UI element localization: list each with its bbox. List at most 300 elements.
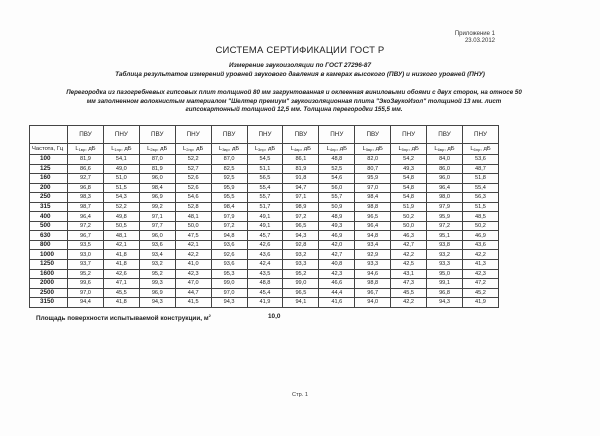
value-cell: 94,8 — [211, 231, 247, 241]
header-blank — [30, 126, 68, 144]
value-cell: 49,0 — [103, 164, 139, 174]
table-row — [30, 231, 499, 241]
value-cell: 95,1 — [427, 231, 463, 241]
value-cell: 50,2 — [391, 212, 427, 222]
value-cell: 46,9 — [319, 231, 355, 241]
value-cell: 96,4 — [355, 221, 391, 231]
specimen-description: Перегородка из пазогребневых гипсовых плит толщиной 80 мм загрунтованная и оклеенная виниловыми обоями с двух сторон, на относе 50 мм заполненном волокнистым материалом "Шелтер премиум" звукоизоляционная плита "ЭкоЗвукоИзол" толщиной 13 мм. лист гипсокартонный толщиной 12,5 мм. Толщина перегородки 155,5 мм. — [66, 89, 522, 113]
value-cell: 51,5 — [462, 202, 498, 212]
frequency-cell: 100 — [30, 155, 68, 165]
value-cell: 97,7 — [139, 221, 175, 231]
value-cell: 87,0 — [139, 155, 175, 165]
value-cell: 96,7 — [355, 288, 391, 298]
unit-suffix: , дБ — [372, 146, 383, 152]
frequency-cell: 2000 — [30, 279, 68, 289]
table-row — [30, 202, 499, 212]
value-cell: 49,1 — [247, 212, 283, 222]
value-cell: 95,9 — [355, 174, 391, 184]
value-cell: 95,0 — [427, 269, 463, 279]
value-cell: 48,1 — [175, 212, 211, 222]
value-cell: 81,9 — [68, 155, 104, 165]
page-number: Стр. 1 — [292, 392, 308, 398]
unit-symbol: L — [218, 146, 223, 152]
unit-header — [247, 144, 283, 155]
value-cell: 51,5 — [103, 183, 139, 193]
value-cell: 54,8 — [391, 174, 427, 184]
unit-symbol: L — [183, 146, 187, 152]
value-cell: 51,0 — [103, 174, 139, 184]
unit-header — [211, 144, 247, 155]
value-cell: 92,7 — [68, 174, 104, 184]
value-cell: 52,6 — [175, 183, 211, 193]
unit-subscript: 3вр — [222, 147, 229, 152]
value-cell: 93,0 — [68, 250, 104, 260]
value-cell: 43,6 — [247, 250, 283, 260]
value-cell: 42,6 — [103, 269, 139, 279]
value-cell: 48,8 — [247, 279, 283, 289]
value-cell: 98,4 — [139, 183, 175, 193]
unit-suffix: , дБ — [121, 146, 132, 152]
frequency-cell: 500 — [30, 221, 68, 231]
value-cell: 92,5 — [211, 174, 247, 184]
value-cell: 42,2 — [462, 250, 498, 260]
value-cell: 42,3 — [462, 269, 498, 279]
value-cell: 51,8 — [462, 174, 498, 184]
value-cell: 42,7 — [391, 240, 427, 250]
value-cell: 86,0 — [427, 164, 463, 174]
value-cell: 93,7 — [68, 260, 104, 270]
value-cell: 97,1 — [139, 212, 175, 222]
value-cell: 96,4 — [68, 212, 104, 222]
value-cell: 93,4 — [355, 240, 391, 250]
value-cell: 56,0 — [319, 183, 355, 193]
column-header: ПВУ — [283, 126, 319, 144]
value-cell: 42,3 — [319, 269, 355, 279]
value-cell: 93,2 — [427, 250, 463, 260]
unit-suffix: , дБ — [192, 146, 204, 152]
value-cell: 81,9 — [139, 164, 175, 174]
value-cell: 96,4 — [427, 183, 463, 193]
unit-suffix: , дБ — [264, 146, 276, 152]
value-cell: 41,9 — [462, 298, 498, 308]
unit-subscript: 2вр — [150, 147, 157, 152]
column-header: ПВУ — [68, 126, 104, 144]
value-cell: 46,3 — [391, 231, 427, 241]
value-cell: 96,0 — [139, 174, 175, 184]
value-cell: 45,4 — [247, 288, 283, 298]
frequency-cell: 400 — [30, 212, 68, 222]
frequency-cell: 250 — [30, 193, 68, 203]
value-cell: 96,5 — [283, 221, 319, 231]
value-cell: 93,2 — [283, 250, 319, 260]
value-cell: 54,8 — [391, 183, 427, 193]
value-cell: 47,0 — [175, 279, 211, 289]
table-row — [30, 298, 499, 308]
value-cell: 42,0 — [319, 240, 355, 250]
value-cell: 98,7 — [68, 202, 104, 212]
value-cell: 45,2 — [462, 288, 498, 298]
value-cell: 99,2 — [139, 202, 175, 212]
value-cell: 42,3 — [175, 269, 211, 279]
value-cell: 97,9 — [427, 202, 463, 212]
unit-suffix: , дБ — [444, 146, 455, 152]
table-row — [30, 288, 499, 298]
value-cell: 86,1 — [283, 155, 319, 165]
column-header: ПВУ — [211, 126, 247, 144]
frequency-cell: 630 — [30, 231, 68, 241]
value-cell: 98,0 — [427, 193, 463, 203]
value-cell: 96,8 — [427, 288, 463, 298]
value-cell: 52,7 — [175, 164, 211, 174]
value-cell: 48,8 — [319, 155, 355, 165]
value-cell: 41,5 — [175, 298, 211, 308]
unit-symbol: L — [290, 146, 294, 152]
value-cell: 42,2 — [391, 298, 427, 308]
value-cell: 99,0 — [283, 279, 319, 289]
value-cell: 95,2 — [68, 269, 104, 279]
unit-suffix: , дБ — [408, 146, 419, 152]
frequency-cell: 2500 — [30, 288, 68, 298]
unit-header — [391, 144, 427, 155]
value-cell: 91,8 — [283, 174, 319, 184]
value-cell: 47,2 — [462, 279, 498, 289]
unit-subscript: 4вр — [294, 147, 301, 152]
frequency-cell: 1250 — [30, 260, 68, 270]
value-cell: 43,1 — [391, 269, 427, 279]
unit-symbol: L — [398, 146, 402, 152]
unit-symbol: L — [254, 146, 259, 152]
value-cell: 86,6 — [68, 164, 104, 174]
unit-header — [139, 144, 175, 155]
table-row — [30, 221, 499, 231]
value-cell: 40,8 — [319, 260, 355, 270]
value-cell: 51,1 — [247, 164, 283, 174]
unit-suffix: , дБ — [85, 146, 96, 152]
value-cell: 54,8 — [391, 193, 427, 203]
value-cell: 94,3 — [283, 231, 319, 241]
table-caption: Таблица результатов измерений уровней звукового давления в камерах высокого (ПВУ) и низкого уровней (ПНУ) — [115, 71, 485, 78]
value-cell: 99,0 — [211, 279, 247, 289]
unit-header — [175, 144, 211, 155]
unit-subscript: 5вр — [365, 147, 373, 152]
value-cell: 50,5 — [103, 221, 139, 231]
value-cell: 97,0 — [355, 183, 391, 193]
area-unit-superscript: 2 — [208, 313, 211, 318]
unit-subscript: 5нр — [401, 147, 409, 152]
column-header: ПВУ — [355, 126, 391, 144]
value-cell: 45,5 — [391, 288, 427, 298]
unit-header — [427, 144, 463, 155]
table-row — [30, 260, 499, 270]
value-cell: 41,0 — [175, 260, 211, 270]
frequency-cell: 3150 — [30, 298, 68, 308]
value-cell: 45,5 — [103, 288, 139, 298]
value-cell: 92,6 — [211, 250, 247, 260]
value-cell: 47,5 — [175, 231, 211, 241]
value-cell: 42,2 — [175, 250, 211, 260]
value-cell: 97,1 — [283, 193, 319, 203]
value-cell: 96,9 — [139, 193, 175, 203]
value-cell: 41,3 — [462, 260, 498, 270]
value-cell: 97,2 — [211, 221, 247, 231]
column-header: ПНУ — [462, 126, 498, 144]
area-label-text: Площадь поверхности испытываемой конструкции, м — [36, 315, 209, 323]
value-cell: 48,7 — [462, 164, 498, 174]
unit-suffix: , дБ — [336, 146, 347, 152]
value-cell: 54,1 — [103, 155, 139, 165]
value-cell: 55,7 — [247, 193, 283, 203]
value-cell: 81,9 — [283, 164, 319, 174]
value-cell: 93,6 — [211, 240, 247, 250]
value-cell: 99,1 — [427, 279, 463, 289]
unit-symbol: L — [147, 146, 151, 152]
measurement-standard: Измерение звукоизоляции по ГОСТ 27296-87 — [228, 62, 372, 69]
table-row — [30, 250, 499, 260]
value-cell: 49,3 — [391, 164, 427, 174]
value-cell: 94,3 — [211, 298, 247, 308]
unit-header — [355, 144, 391, 155]
value-cell: 95,2 — [283, 269, 319, 279]
value-cell: 96,7 — [68, 231, 104, 241]
value-cell: 44,7 — [175, 288, 211, 298]
value-cell: 98,8 — [355, 202, 391, 212]
value-cell: 94,1 — [283, 298, 319, 308]
value-cell: 97,9 — [211, 212, 247, 222]
value-cell: 95,9 — [211, 183, 247, 193]
value-cell: 41,9 — [247, 298, 283, 308]
table-row — [30, 240, 499, 250]
value-cell: 50,0 — [175, 221, 211, 231]
value-cell: 44,4 — [319, 288, 355, 298]
unit-subscript: 2нр — [186, 147, 193, 152]
value-cell: 94,8 — [355, 231, 391, 241]
frequency-cell: 1600 — [30, 269, 68, 279]
value-cell: 48,5 — [462, 212, 498, 222]
unit-subscript: 3нр — [258, 147, 265, 152]
value-cell: 82,5 — [211, 164, 247, 174]
value-cell: 47,1 — [103, 279, 139, 289]
value-cell: 94,7 — [283, 183, 319, 193]
value-cell: 54,6 — [175, 193, 211, 203]
value-cell: 94,6 — [355, 269, 391, 279]
value-cell: 54,2 — [391, 155, 427, 165]
value-cell: 97,2 — [283, 212, 319, 222]
value-cell: 42,1 — [175, 240, 211, 250]
table-body — [30, 155, 499, 308]
value-cell: 94,3 — [139, 298, 175, 308]
value-cell: 56,3 — [462, 193, 498, 203]
value-cell: 96,9 — [139, 288, 175, 298]
value-cell: 95,9 — [427, 212, 463, 222]
value-cell: 93,3 — [355, 260, 391, 270]
unit-symbol: L — [75, 146, 79, 152]
table-row — [30, 183, 499, 193]
value-cell: 92,8 — [283, 240, 319, 250]
unit-subscript: 1нр — [114, 147, 122, 152]
value-cell: 84,0 — [427, 155, 463, 165]
column-header: ПНУ — [103, 126, 139, 144]
unit-suffix: , дБ — [156, 146, 168, 152]
unit-subscript: 4нр — [329, 147, 337, 152]
value-cell: 46,9 — [462, 231, 498, 241]
value-cell: 49,8 — [103, 212, 139, 222]
value-cell: 93,3 — [283, 260, 319, 270]
unit-suffix: , дБ — [228, 146, 240, 152]
value-cell: 50,0 — [391, 221, 427, 231]
frequency-cell: 800 — [30, 240, 68, 250]
unit-subscript: 1вр — [78, 147, 86, 152]
value-cell: 42,1 — [103, 240, 139, 250]
value-cell: 42,5 — [391, 260, 427, 270]
table-row — [30, 174, 499, 184]
unit-symbol: L — [111, 146, 115, 152]
value-cell: 50,9 — [319, 202, 355, 212]
value-cell: 55,4 — [247, 183, 283, 193]
value-cell: 97,2 — [427, 221, 463, 231]
table-row — [30, 193, 499, 203]
appendix-note — [455, 31, 495, 45]
value-cell: 95,3 — [211, 269, 247, 279]
value-cell: 51,7 — [247, 202, 283, 212]
value-cell: 54,6 — [319, 174, 355, 184]
value-cell: 41,8 — [103, 250, 139, 260]
value-cell: 48,9 — [319, 212, 355, 222]
value-cell: 43,6 — [462, 240, 498, 250]
table-row — [30, 279, 499, 289]
unit-symbol: L — [434, 146, 438, 152]
unit-header — [103, 144, 139, 155]
value-cell: 42,2 — [391, 250, 427, 260]
value-cell: 87,0 — [211, 155, 247, 165]
value-cell: 93,6 — [211, 260, 247, 270]
column-header: ПНУ — [175, 126, 211, 144]
value-cell: 94,4 — [68, 298, 104, 308]
value-cell: 41,8 — [103, 260, 139, 270]
appendix-date: 23.03.2012 — [464, 38, 495, 44]
unit-header — [283, 144, 319, 155]
value-cell: 54,5 — [247, 155, 283, 165]
value-cell: 48,1 — [103, 231, 139, 241]
value-cell: 41,8 — [103, 298, 139, 308]
value-cell: 97,0 — [68, 288, 104, 298]
value-cell: 56,5 — [247, 174, 283, 184]
frequency-cell: 1000 — [30, 250, 68, 260]
value-cell: 98,4 — [211, 202, 247, 212]
value-cell: 99,3 — [139, 279, 175, 289]
value-cell: 93,6 — [139, 240, 175, 250]
unit-symbol: L — [470, 146, 474, 152]
value-cell: 93,2 — [139, 260, 175, 270]
unit-symbol: L — [362, 146, 366, 152]
value-cell: 46,6 — [319, 279, 355, 289]
unit-subscript: 6нр — [473, 147, 481, 152]
value-cell: 49,3 — [319, 221, 355, 231]
value-cell: 98,9 — [283, 202, 319, 212]
value-cell: 43,5 — [247, 269, 283, 279]
value-cell: 55,4 — [462, 183, 498, 193]
value-cell: 42,6 — [247, 240, 283, 250]
unit-subscript: 6вр — [437, 147, 445, 152]
table-row — [30, 212, 499, 222]
value-cell: 96,5 — [355, 212, 391, 222]
column-header: ПВУ — [139, 126, 175, 144]
value-cell: 47,3 — [391, 279, 427, 289]
value-cell: 42,4 — [247, 260, 283, 270]
value-cell: 52,2 — [175, 155, 211, 165]
frequency-header: Частота, Гц — [30, 144, 68, 155]
value-cell: 52,6 — [175, 174, 211, 184]
value-cell: 52,8 — [175, 202, 211, 212]
value-cell: 96,0 — [427, 174, 463, 184]
value-cell: 96,0 — [139, 231, 175, 241]
value-cell: 93,8 — [427, 240, 463, 250]
value-cell: 52,2 — [103, 202, 139, 212]
value-cell: 53,6 — [462, 155, 498, 165]
value-cell: 96,8 — [68, 183, 104, 193]
value-cell: 80,7 — [355, 164, 391, 174]
value-cell: 96,5 — [283, 288, 319, 298]
value-cell: 97,2 — [68, 221, 104, 231]
column-header: ПНУ — [391, 126, 427, 144]
value-cell: 98,4 — [355, 193, 391, 203]
table-row — [30, 164, 499, 174]
value-cell: 82,0 — [355, 155, 391, 165]
value-cell: 95,5 — [211, 193, 247, 203]
unit-suffix: , дБ — [480, 146, 491, 152]
results-table — [29, 125, 499, 308]
unit-header — [319, 144, 355, 155]
area-value: 10,0 — [268, 313, 281, 320]
value-cell: 42,7 — [319, 250, 355, 260]
unit-symbol: L — [326, 146, 330, 152]
unit-header — [462, 144, 498, 155]
value-cell: 94,3 — [427, 298, 463, 308]
value-cell: 52,5 — [319, 164, 355, 174]
value-cell: 95,2 — [139, 269, 175, 279]
value-cell: 98,3 — [68, 193, 104, 203]
column-header: ПНУ — [319, 126, 355, 144]
value-cell: 50,2 — [462, 221, 498, 231]
value-cell: 41,6 — [319, 298, 355, 308]
table-header-row — [30, 126, 499, 144]
value-cell: 93,3 — [427, 260, 463, 270]
value-cell: 92,9 — [355, 250, 391, 260]
appendix-label: Приложение 1 — [454, 31, 495, 37]
value-cell: 93,5 — [68, 240, 104, 250]
frequency-cell: 315 — [30, 202, 68, 212]
column-header: ПВУ — [427, 126, 463, 144]
value-cell: 55,7 — [319, 193, 355, 203]
value-cell: 99,6 — [68, 279, 104, 289]
frequency-cell: 200 — [30, 183, 68, 193]
page-title: СИСТЕМА СЕРТИФИКАЦИИ ГОСТ Р — [215, 45, 385, 56]
value-cell: 45,7 — [247, 231, 283, 241]
value-cell: 98,8 — [355, 279, 391, 289]
value-cell: 51,9 — [391, 202, 427, 212]
value-cell: 54,3 — [103, 193, 139, 203]
area-label — [36, 313, 211, 322]
unit-header — [68, 144, 104, 155]
table-row — [30, 155, 499, 165]
column-header: ПНУ — [247, 126, 283, 144]
value-cell: 49,1 — [247, 221, 283, 231]
table-unit-row — [30, 144, 499, 155]
value-cell: 94,0 — [355, 298, 391, 308]
unit-suffix: , дБ — [300, 146, 311, 152]
frequency-cell: 125 — [30, 164, 68, 174]
frequency-cell: 160 — [30, 174, 68, 184]
table-row — [30, 269, 499, 279]
